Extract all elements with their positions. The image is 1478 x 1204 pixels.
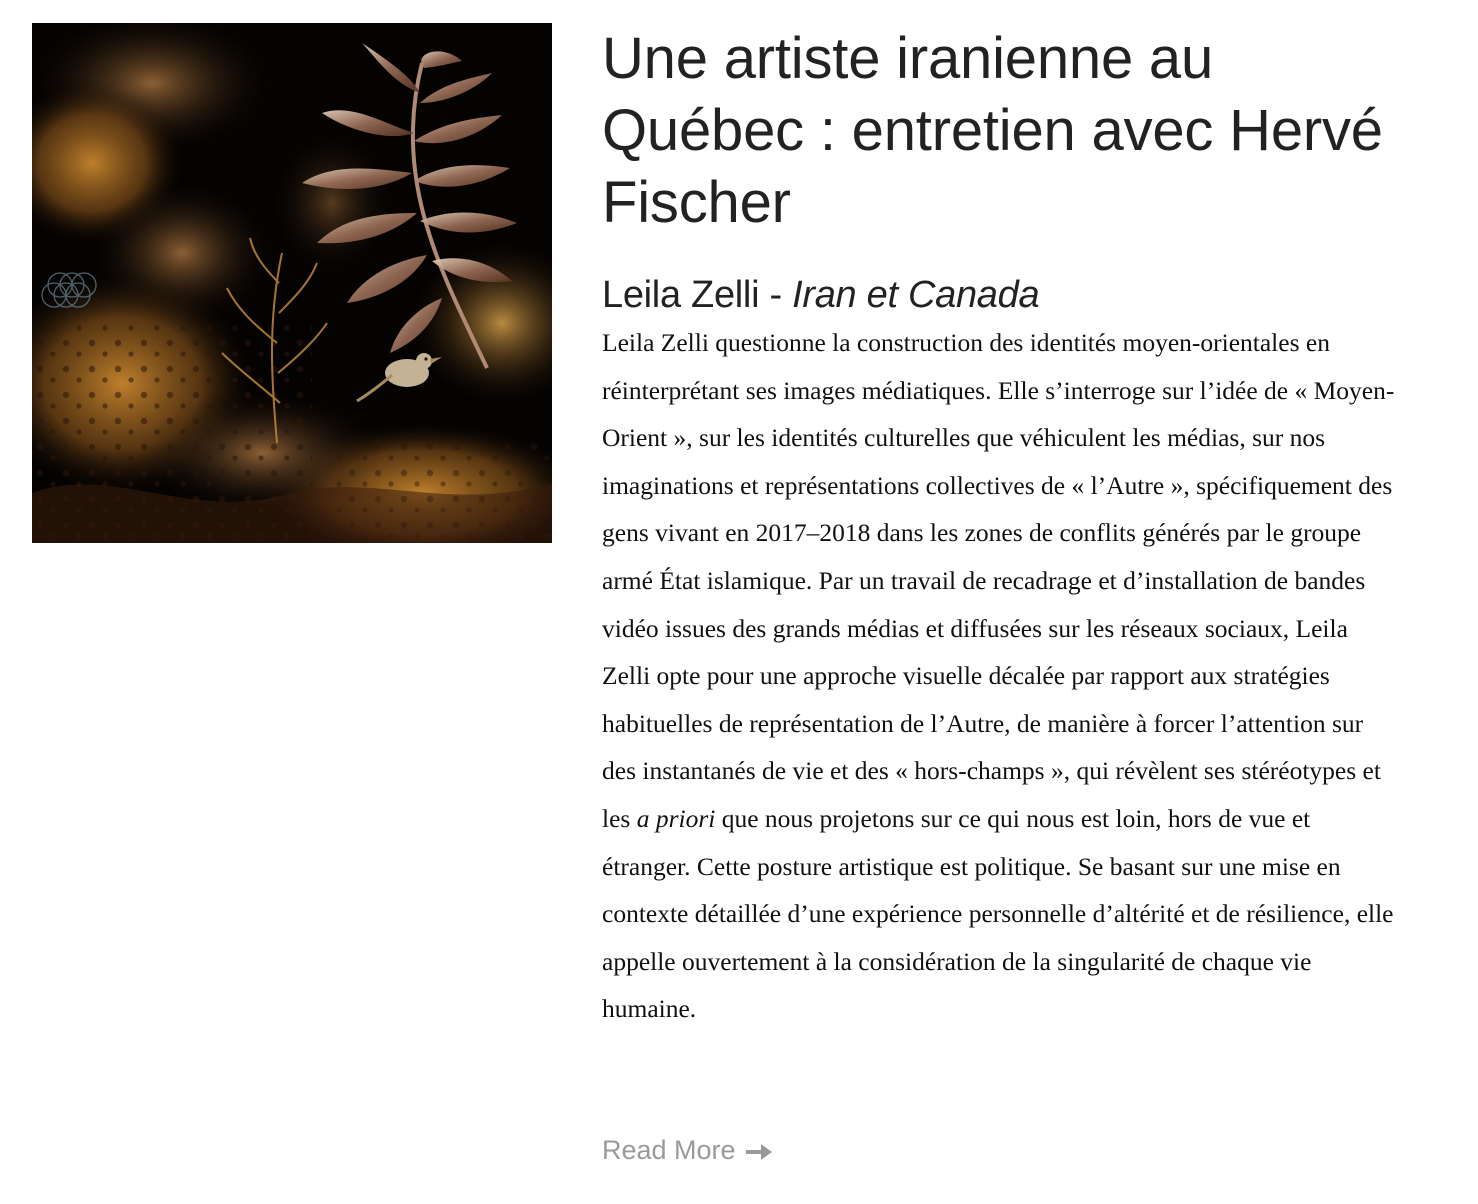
read-more-link[interactable] (602, 1135, 772, 1166)
subtitle-exhibition-title: Iran et Canada (792, 274, 1040, 316)
post-subtitle (602, 273, 1402, 317)
artwork-illustration (32, 23, 552, 543)
arrow-right-icon (746, 1137, 772, 1165)
post-content (602, 23, 1402, 1165)
featured-artwork-image[interactable] (32, 23, 552, 543)
post-title[interactable]: Une artiste iranienne au Québec : entretien avec Hervé Fischer (602, 26, 1383, 235)
read-more-label: Read More (602, 1135, 736, 1165)
subtitle-artist-name: Leila Zelli - (602, 274, 793, 316)
excerpt-text-part-1: Leila Zelli questionne la construction des identités moyen-orientales en réinterprétant ses images médiatiques. Elle s’interroge sur l’idée de « Moyen-Orient », sur les identités culturelles que véhiculent les médias, sur nos imaginations et représentations collectives de « l’Autre », spécifiquement des gens vivant en 2017–2018 dans les zones de conflits générés par le groupe armé État islamique. Par un travail de recadrage et d’installation de bandes vidéo issues des grands médias et diffusées sur les réseaux sociaux, Leila Zelli opte pour une approche visuelle décalée par rapport aux stratégies habituelles de représentation de l’Autre, de manière à forcer l’attention sur des instantanés de vie et des « hors-champs », qui révèlent ses stéréotypes et les (602, 328, 1395, 833)
excerpt-text-part-2: que nous projetons sur ce qui nous est loin, hors de vue et étranger. Cette posture artistique est politique. Se basant sur une mise en contexte détaillée d’une expérience personnelle d’altérité et de résilience, elle appelle ouvertement à la considération de la singularité de chaque vie humaine. (602, 803, 1394, 1024)
post-excerpt (602, 319, 1402, 1033)
excerpt-italic-term: a priori (636, 803, 716, 833)
